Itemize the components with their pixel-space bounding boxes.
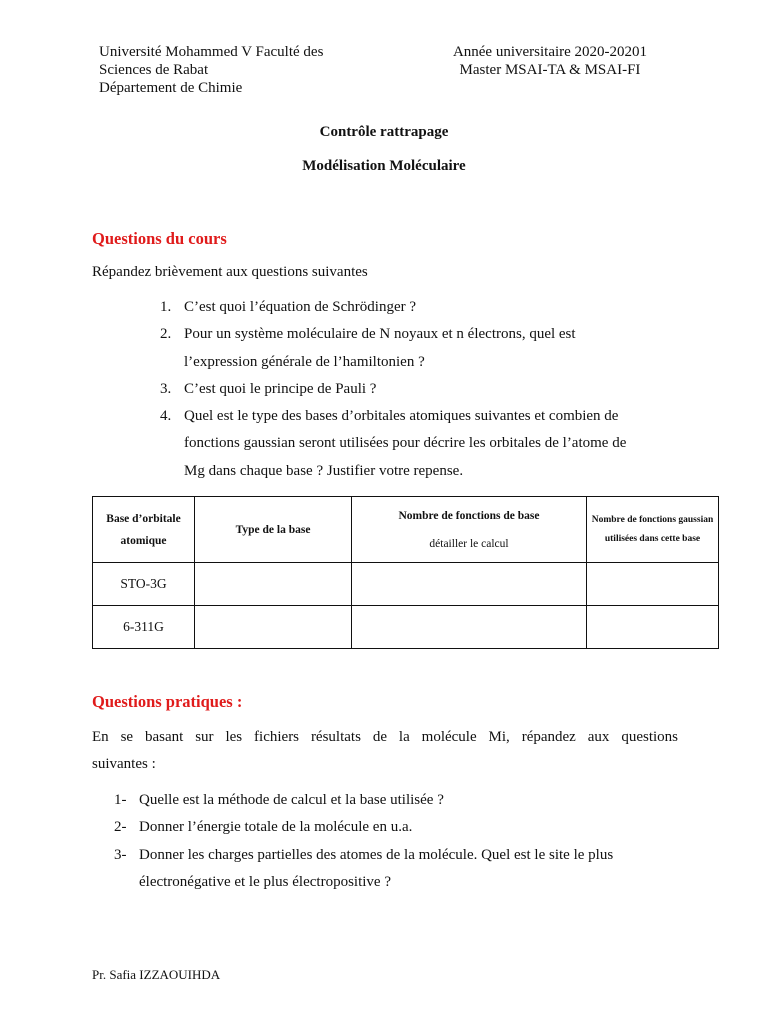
- header-function-count-sub: détailler le calcul: [429, 537, 509, 550]
- question-text: Mg dans chaque base ? Justifier votre repense.: [184, 462, 464, 479]
- table-header-row: [93, 497, 719, 563]
- question-text: l’expression générale de l’hamiltonien ?: [184, 353, 425, 370]
- list-item: [160, 403, 724, 485]
- answer-cell: [352, 563, 587, 606]
- question-text: électronégative et le plus électropositive ?: [139, 873, 391, 890]
- answer-cell: [352, 606, 587, 649]
- exam-subtitle: Modélisation Moléculaire: [302, 158, 466, 174]
- question-text: C’est quoi le principe de Pauli ?: [184, 380, 377, 397]
- question-number: 2-: [114, 819, 127, 836]
- header-basis-type: Type de la base: [195, 497, 352, 563]
- course-question-list: [160, 294, 724, 485]
- question-number: 3-: [114, 846, 127, 863]
- basis-name-cell: 6-311G: [93, 606, 195, 649]
- academic-year: Année universitaire 2020-20201: [452, 44, 648, 60]
- list-item: [114, 787, 679, 814]
- course-questions-heading: Questions du cours: [92, 229, 227, 248]
- basis-set-table: [92, 496, 719, 649]
- list-item: [160, 294, 724, 321]
- answer-cell: [587, 606, 719, 649]
- answer-cell: [195, 563, 352, 606]
- question-number: 1.: [160, 299, 172, 315]
- question-number: 3.: [160, 380, 172, 397]
- answer-cell: [587, 563, 719, 606]
- list-item: [160, 376, 724, 403]
- basis-name-cell: STO-3G: [93, 563, 195, 606]
- question-text: Pour un système moléculaire de N noyaux et n électrons, quel est: [184, 326, 576, 343]
- list-item: [114, 814, 679, 841]
- institution-header: [99, 43, 389, 97]
- question-text: C’est quoi l’équation de Schrödinger ?: [184, 299, 417, 315]
- question-number: 2.: [160, 326, 172, 343]
- program-name: Master MSAI-TA & MSAI-FI: [459, 62, 641, 78]
- table-row: [93, 606, 719, 649]
- institution-line: Département de Chimie: [99, 80, 243, 96]
- practical-questions-heading: Questions pratiques :: [92, 692, 243, 711]
- institution-line: Université Mohammed V Faculté des: [99, 44, 324, 60]
- institution-line: Sciences de Rabat: [99, 62, 209, 78]
- header-gaussian-count: Nombre de fonctions gaussian utilisées dans cette base: [587, 497, 719, 563]
- question-number: 4.: [160, 408, 172, 425]
- practical-intro-line: En se basant sur les fichiers résultats de la molécule Mi, répandez aux questions: [92, 729, 678, 745]
- answer-cell: [195, 606, 352, 649]
- practical-question-list: [114, 787, 679, 896]
- header-function-count-label: Nombre de fonctions de base: [398, 509, 540, 522]
- question-text: Donner les charges partielles des atomes de la molécule. Quel est le site le plus: [139, 846, 614, 863]
- list-item: [114, 842, 679, 897]
- table-row: [93, 563, 719, 606]
- question-text: Quelle est la méthode de calcul et la base utilisée ?: [139, 792, 444, 808]
- question-text: Donner l’énergie totale de la molécule en u.a.: [139, 819, 413, 836]
- author-footer: Pr. Safia IZZAOUIHDA: [92, 967, 221, 982]
- academic-year-header: [420, 43, 680, 79]
- header-function-count: [352, 497, 587, 563]
- header-basis: Base d’orbitale atomique: [93, 497, 195, 563]
- course-intro: Répandez brièvement aux questions suivantes: [92, 264, 368, 280]
- exam-title: Contrôle rattrapage: [319, 124, 449, 140]
- list-item: [160, 321, 724, 376]
- question-text: Quel est le type des bases d’orbitales atomiques suivantes et combien de: [184, 408, 619, 425]
- question-number: 1-: [114, 792, 127, 808]
- practical-intro: [92, 724, 678, 778]
- practical-intro-line: suivantes :: [92, 756, 156, 772]
- question-text: fonctions gaussian seront utilisées pour décrire les orbitales de l’atome de: [184, 435, 627, 452]
